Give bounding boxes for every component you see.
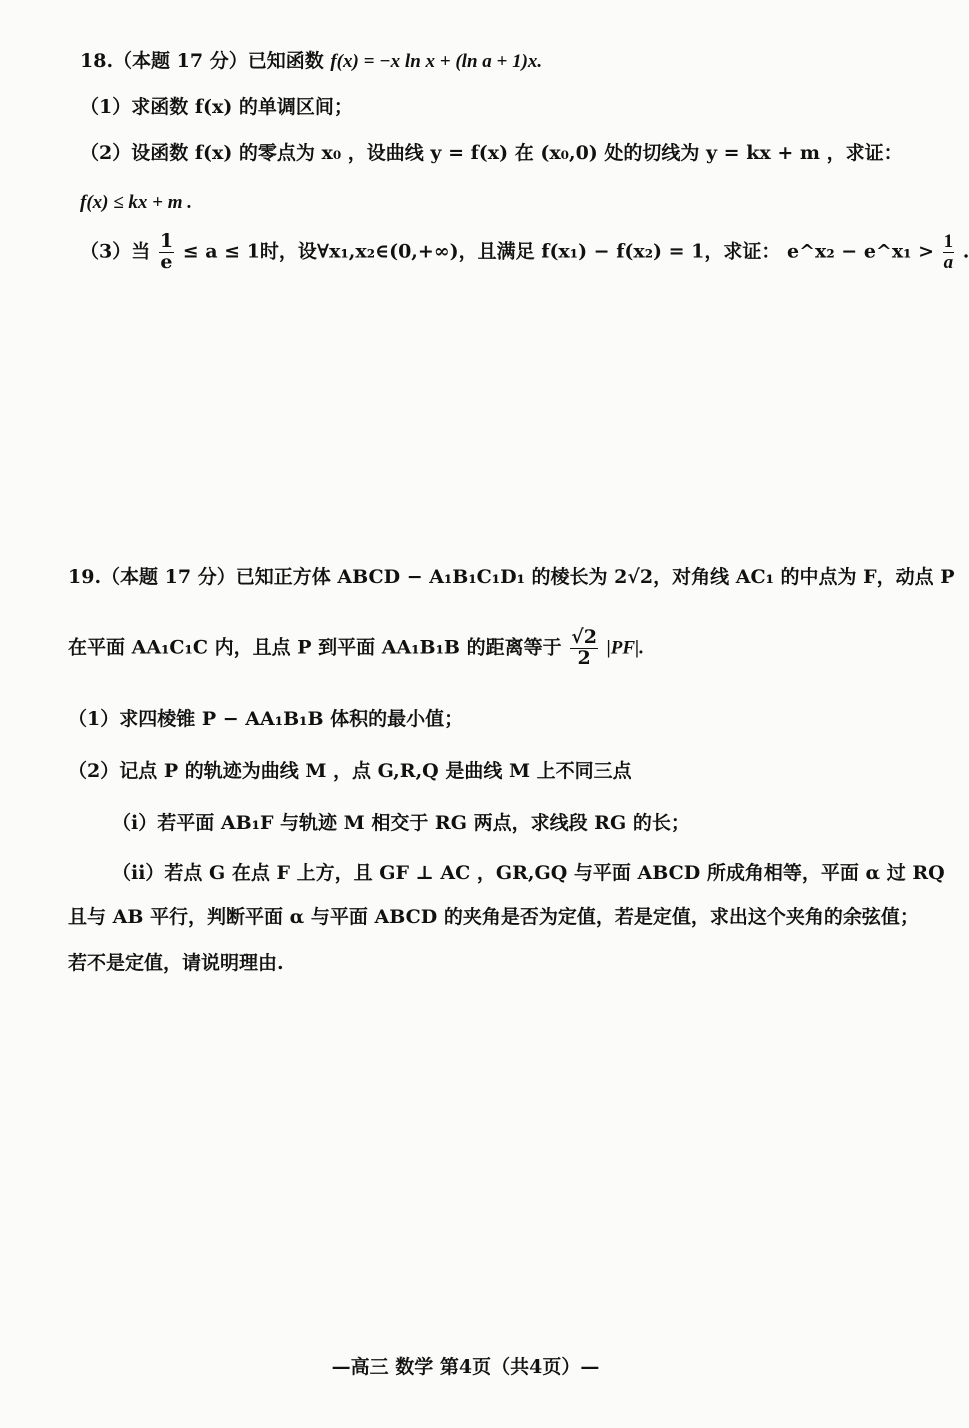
q18-part3-prefix: （3）当 [80,240,151,263]
q18-header [80,50,542,74]
q18-part2-inequality: f(x) ≤ kx + m . [80,192,193,213]
q19-part2: （2）记点 P 的轨迹为曲线 M ，点 G,R,Q 是曲线 M 上不同三点 [68,760,632,782]
q18-part3 [80,232,969,273]
fraction-one-over-e [159,232,174,273]
q19-part2-ii-cont: 且与 AB 平行，判断平面 α 与平面 ABCD 的夹角是否为定值，若是定值，求出这个夹角的余弦值； [68,906,919,928]
q19-line2 [68,628,644,669]
fraction-numerator: 1 [159,230,174,252]
page-footer: —高三 数学 第4页（共4页）— [331,1356,600,1378]
q18-part3-end: . [962,240,969,263]
fraction-denominator: a [943,251,954,273]
fraction-denominator: 2 [577,646,591,669]
fraction-denominator: e [160,250,173,273]
q19-part2-ii: （ⅱ）若点 G 在点 F 上方，且 GF ⊥ AC ，GR,GQ 与平面 ABCD 所成角相等，平面 α 过 RQ [112,862,945,884]
q18-function: f(x) = −x ln x + (ln a + 1)x. [330,51,543,72]
q18-part3-body: ≤ a ≤ 1时，设∀x₁,x₂∈(0,+∞)，且满足 f(x₁) − f(x₂) = 1，求证： e^x₂ − e^x₁ > [182,240,935,263]
q19-part2-ii-end: 若不是定值，请说明理由. [68,952,284,974]
q18-header-text: 18.（本题 17 分）已知函数 [80,50,324,72]
fraction-numerator: 1 [943,231,954,252]
fraction-numerator: √2 [571,626,597,648]
q18-part2: （2）设函数 f(x) 的零点为 x₀ ，设曲线 y = f(x) 在 (x₀,0) 处的切线为 y = kx + m ，求证： [80,142,903,164]
q18-part1: （1）求函数 f(x) 的单调区间； [80,96,353,118]
fraction-sqrt2-over-2 [570,628,598,669]
fraction-one-over-a [943,232,955,273]
q19-part1: （1）求四棱锥 P − AA₁B₁B 体积的最小值； [68,708,464,730]
q19-line2-text: 在平面 AA₁C₁C 内，且点 P 到平面 AA₁B₁B 的距离等于 [68,636,562,659]
q19-header: 19.（本题 17 分）已知正方体 ABCD − A₁B₁C₁D₁ 的棱长为 2√2，对角线 AC₁ 的中点为 F，动点 P [68,566,955,588]
q19-line2-end: |PF|. [606,637,644,659]
q19-part2-i: （ⅰ）若平面 AB₁F 与轨迹 M 相交于 RG 两点，求线段 RG 的长； [112,812,690,834]
